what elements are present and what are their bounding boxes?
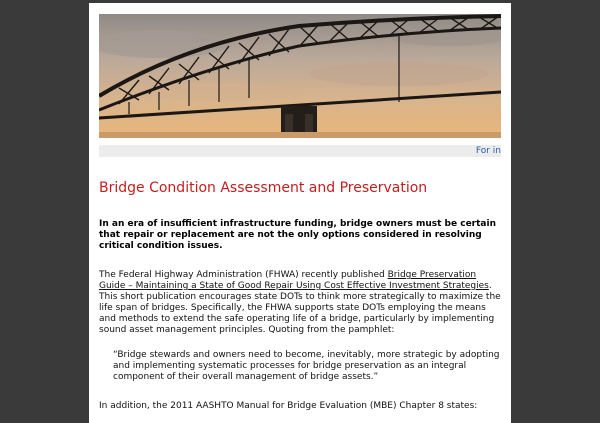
page-container bbox=[89, 3, 511, 423]
aashto-paragraph: In addition, the 2011 AASHTO Manual for Bridge Evaluation (MBE) Chapter 8 states: bbox=[99, 401, 478, 411]
ticker-bar bbox=[99, 145, 501, 157]
article bbox=[99, 179, 501, 423]
lead-paragraph: In an era of insufficient infrastructure funding, bridge owners must be certain that repair or replacement are not the only options considered in resolving critical condition issues. bbox=[99, 219, 496, 251]
pamphlet-quote: “Bridge stewards and owners need to become, inevitably, more strategic by adopting and implementing systematic processes for bridge preservation as an integral component of their overall management of bridge assets.” bbox=[113, 350, 500, 382]
bridge-photo-icon bbox=[99, 14, 501, 138]
ticker-link[interactable]: For in bbox=[475, 146, 501, 156]
banner-image bbox=[99, 14, 501, 138]
intro-paragraph bbox=[99, 270, 501, 336]
intro-text-after: . This short publication encourages state DOTs to think more strategically to maximize the life span of bridges. Specifically, the FHWA supports state DOTs employing the means and methods to extend the safe operating life of a bridge, particularly by implementing sound asset management principles. Quoting from the pamphlet: bbox=[99, 281, 501, 335]
intro-text-before: The Federal Highway Administration (FHWA) recently published bbox=[99, 270, 388, 280]
page-title: Bridge Condition Assessment and Preservation bbox=[99, 180, 428, 196]
bridge-preservation-guide-link[interactable]: Bridge Preservation Guide – Maintaining a State of Good Repair Using Cost Effective Investment Strategies bbox=[99, 270, 489, 291]
